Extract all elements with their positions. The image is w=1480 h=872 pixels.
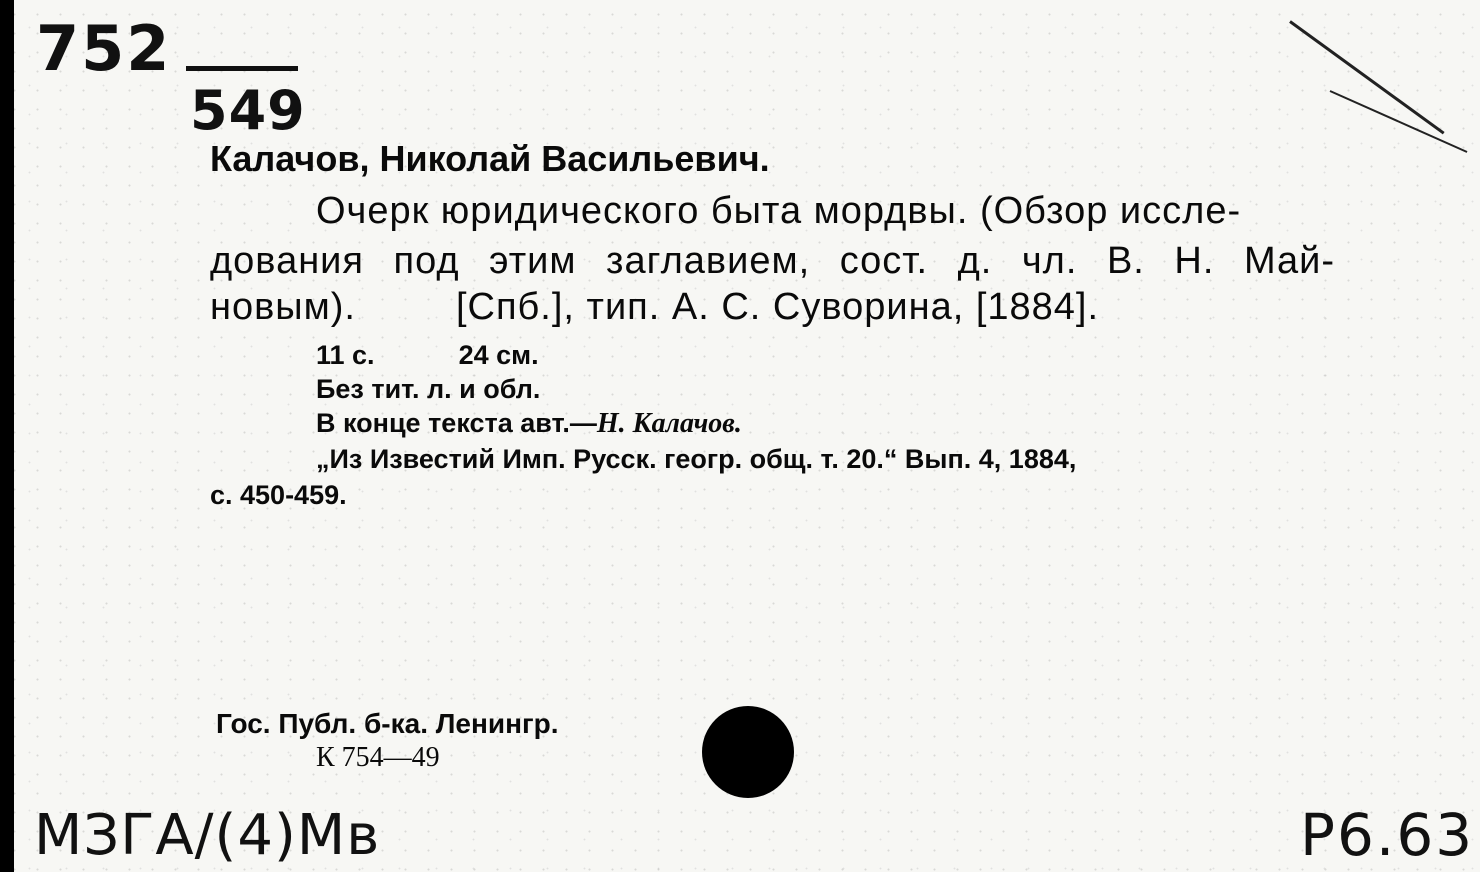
pages: 11 с. — [316, 340, 375, 370]
punch-hole — [702, 706, 794, 798]
library-name: Гос. Публ. б-ка. Ленингр. — [216, 708, 559, 739]
title-line-3a: новым). — [210, 286, 356, 328]
imprint: [Спб.], тип. А. С. Суворина, [1884]. — [455, 286, 1100, 328]
handwritten-mark-left: МЗГА/(4)Мв — [34, 803, 381, 868]
note-1: Без тит. л. и обл. — [316, 374, 541, 404]
note-2-author: Н. Калачов. — [596, 408, 742, 439]
size: 24 см. — [458, 340, 539, 370]
note-2 — [316, 408, 742, 440]
note-3: „Из Известий Имп. Русск. геогр. общ. т. 20.“ Вып. 4, 1884, — [316, 444, 1077, 474]
handwritten-mark-right: Р6.63 — [1300, 801, 1475, 869]
call-number-divider — [186, 66, 298, 71]
card-left-edge — [0, 0, 14, 872]
inventory-number: К 754—49 — [316, 742, 440, 773]
note-2-prefix: В конце текста авт.— — [316, 408, 597, 438]
title-line-3 — [210, 286, 1099, 329]
title-line-1: Очерк юридического быта мордвы. (Обзор иссле- — [316, 190, 1242, 232]
call-number-bottom: 549 — [190, 79, 306, 142]
call-number-top: 752 — [36, 12, 172, 85]
author-heading: Калачов, Николай Васильевич. — [210, 138, 770, 179]
title-line-2: дования под этим заглавием, сост. д. чл. В. Н. Май- — [210, 240, 1336, 282]
collation — [316, 340, 539, 371]
note-3-continued: с. 450-459. — [210, 480, 347, 510]
